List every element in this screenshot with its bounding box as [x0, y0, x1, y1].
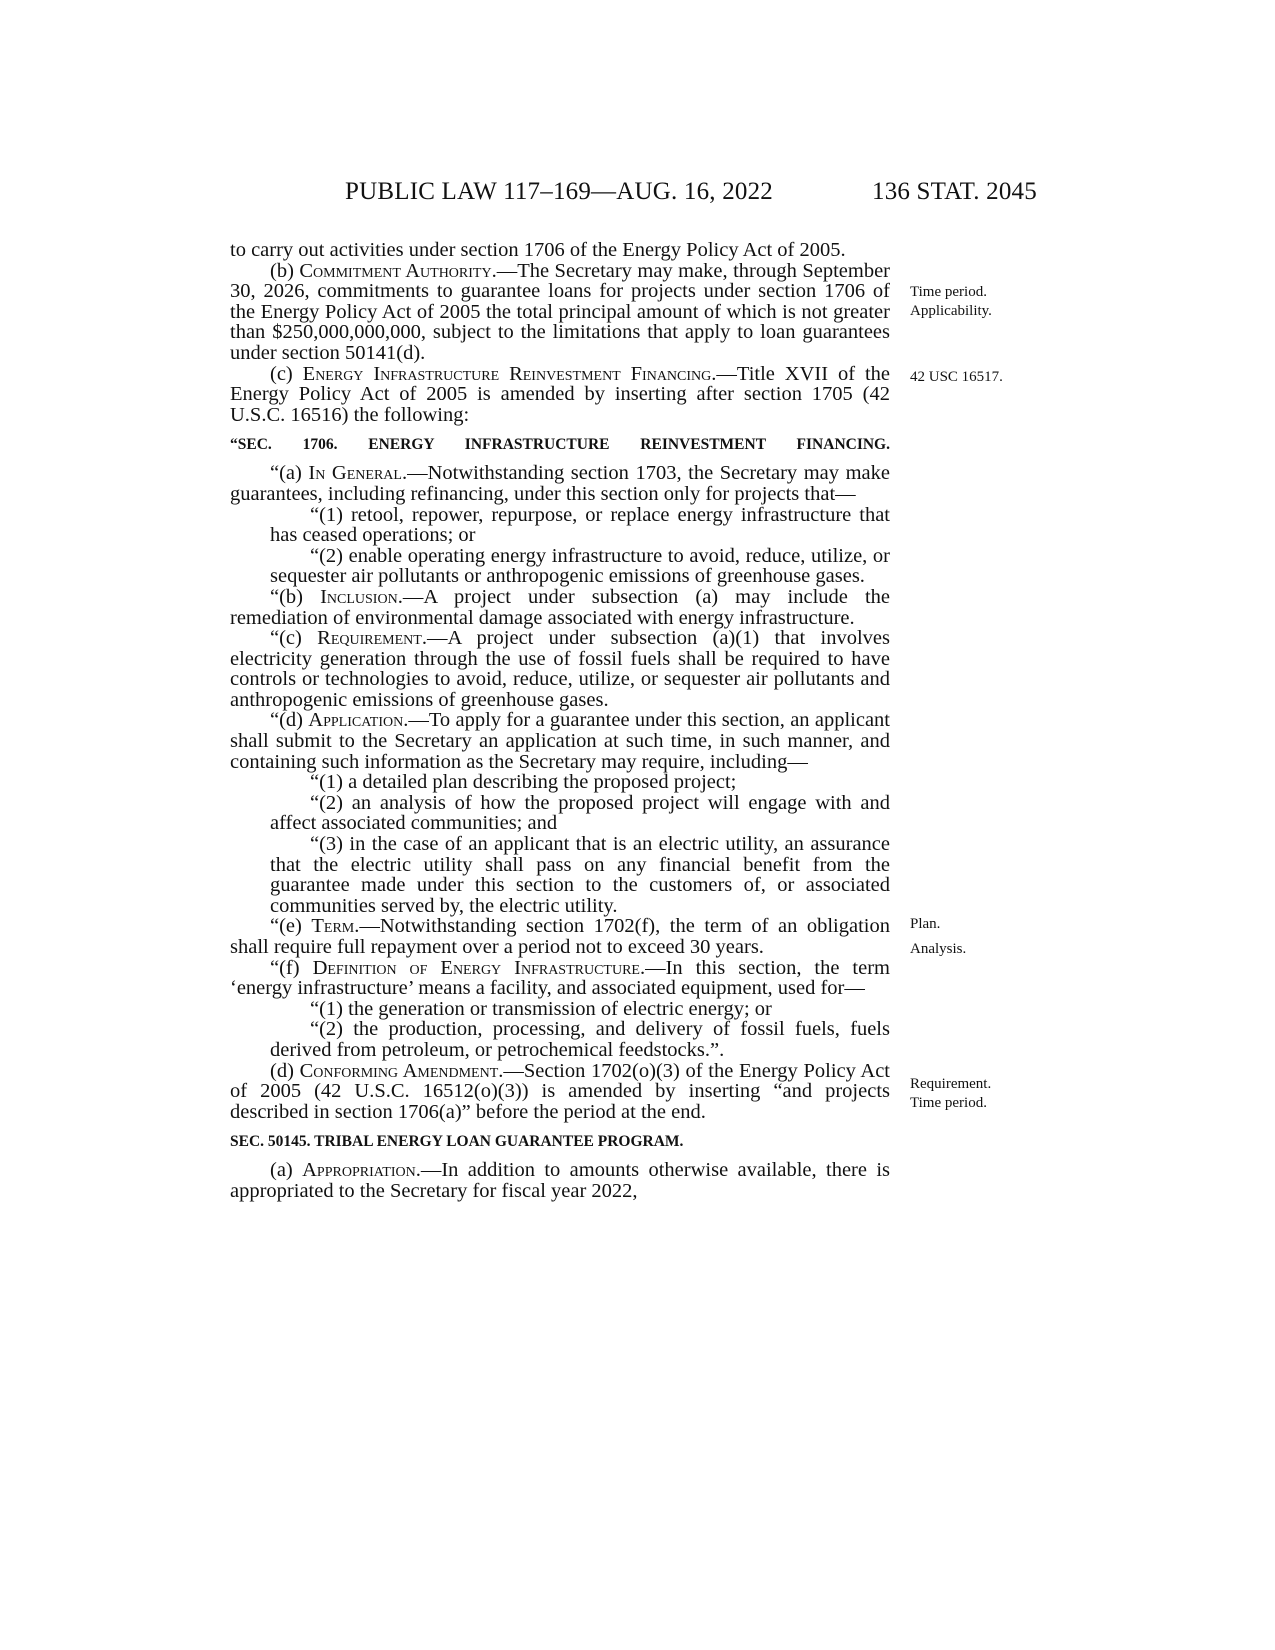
subsection-text: .—Section 1702(o)(3) of the Energy Policy Act of 2005 (42 U.S.C. 16512(o)(3)) is amended by inserting “and projects described in section 1706(a)” before the period at the end. — [230, 1059, 891, 1123]
margin-note-line: Analysis. — [910, 941, 967, 957]
subsection-lead: “(c) — [270, 627, 318, 650]
subsection-a-appropriation — [230, 1160, 890, 1201]
subsection-heading: Application — [308, 709, 404, 732]
margin-note-line: 42 USC 16517. — [910, 369, 1003, 385]
subsection-b-commitment-authority — [230, 261, 890, 364]
subsection-d-application — [230, 710, 890, 772]
subsection-b-inclusion — [230, 587, 890, 628]
margin-note-usc-citation — [910, 368, 1003, 387]
margin-note-line: Time period. — [910, 284, 987, 300]
subsection-lead: (a) — [270, 1159, 303, 1182]
subsection-lead: “(e) — [270, 915, 312, 938]
subsection-e-term — [230, 916, 890, 957]
subsection-heading: Commitment Authority — [299, 259, 492, 282]
subsection-c-reinvestment-financing — [230, 364, 890, 426]
subsection-heading: Appropriation — [302, 1159, 416, 1182]
margin-note-requirement-time-period — [910, 1075, 991, 1113]
subsection-text: .—A project under subsection (a) may include the remediation of environmental damage associated with energy infrastructure. — [230, 585, 890, 629]
subsection-lead: “(a) — [270, 462, 309, 485]
margin-note-line: Requirement. — [910, 1076, 992, 1092]
subsection-text: .—The Secretary may make, through September 30, 2026, commitments to guarantee loans for projects under section 1706 of the Energy Policy Act of 2005 the total principal amount of which is not greater than $250,000,000,000, subject to the limitations that apply to loan guarantees under section 50141(d). — [230, 259, 890, 364]
subsection-d-conforming-amendment — [230, 1061, 890, 1123]
margin-note-line: Applicability. — [910, 303, 992, 319]
running-header-stat-page: 136 STAT. 2045 — [872, 178, 1037, 205]
subsection-lead: (d) — [270, 1059, 300, 1082]
body-text — [230, 240, 890, 1202]
subsection-text: .—Notwithstanding section 1702(f), the term of an obligation shall require full repayment over a period not to exceed 30 years. — [230, 915, 890, 958]
subsection-c-requirement — [230, 628, 890, 710]
subsection-lead: (c) — [270, 362, 303, 385]
margin-note-plan-analysis — [910, 915, 966, 959]
subsection-text: .—In addition to amounts otherwise available, there is appropriated to the Secretary for fiscal year 2022, — [230, 1159, 890, 1202]
subsection-heading: Energy Infrastructure Reinvestment Financing — [302, 362, 712, 385]
subsection-heading: In General — [308, 462, 402, 485]
paragraph-f2: “(2) the production, processing, and delivery of fossil fuels, fuels derived from petroleum, or petrochemical feedstocks.”. — [270, 1018, 890, 1061]
section-50145-heading: SEC. 50145. TRIBAL ENERGY LOAN GUARANTEE PROGRAM. — [230, 1133, 684, 1151]
subsection-text: .—A project under subsection (a)(1) that involves electricity generation through the use of fossil fuels shall be required to have controls or technologies to avoid, reduce, utilize, or sequester air pollutants and anthropogenic emissions of greenhouse gases. — [230, 627, 890, 711]
paragraph-d2: “(2) an analysis of how the proposed project will engage with and affect associated communities; and — [270, 791, 890, 835]
paragraph-a2: “(2) enable operating energy infrastructure to avoid, reduce, utilize, or sequester air pollutants or anthropogenic emissions of greenhouse gases. — [270, 544, 890, 588]
subsection-text: .—In this section, the term ‘energy infrastructure’ means a facility, and associated equipment, used for— — [230, 956, 890, 1000]
paragraph-continuation: to carry out activities under section 1706 of the Energy Policy Act of 2005. — [230, 239, 846, 261]
subsection-heading: Term — [311, 915, 355, 938]
paragraph-a1: “(1) retool, repower, repurpose, or replace energy infrastructure that has ceased operations; or — [270, 503, 890, 547]
margin-note-time-period-applicability — [910, 283, 992, 321]
running-header-title: PUBLIC LAW 117–169—AUG. 16, 2022 — [345, 178, 774, 205]
subsection-lead: “(b) — [270, 585, 321, 608]
subsection-heading: Inclusion — [320, 585, 398, 608]
subsection-f-definition — [230, 958, 890, 999]
paragraph-d3: “(3) in the case of an applicant that is an electric utility, an assurance that the electric utility shall pass on any financial benefit from the guarantee made under this section to the customers of, or associated communities served by, the electric utility. — [270, 833, 890, 917]
paragraph-d1: “(1) a detailed plan describing the proposed project; — [310, 771, 737, 794]
subsection-lead: “(f) — [270, 956, 313, 979]
subsection-text: .—Notwithstanding section 1703, the Secretary may make guarantees, including refinancing, under this section only for projects that— — [230, 462, 890, 505]
subsection-lead: “(d) — [270, 709, 309, 732]
margin-note-line: Plan. — [910, 916, 941, 932]
paragraph-f1: “(1) the generation or transmission of electric energy; or — [310, 997, 772, 1020]
subsection-lead: (b) — [270, 259, 300, 282]
subsection-text: .—Title XVII of the Energy Policy Act of 2005 is amended by inserting after section 1705 (42 U.S.C. 16516) the following: — [230, 362, 890, 426]
margin-note-line: Time period. — [910, 1095, 987, 1111]
subsection-heading: Definition of Energy Infrastructure — [312, 956, 640, 979]
subsection-heading: Requirement — [317, 627, 422, 650]
subsection-heading: Conforming Amendment — [299, 1059, 499, 1082]
section-1706-heading: “SEC. 1706. ENERGY INFRASTRUCTURE REINVESTMENT FINANCING. — [230, 436, 890, 454]
subsection-a-in-general — [230, 463, 890, 504]
subsection-text: .—To apply for a guarantee under this section, an applicant shall submit to the Secretary an application at such time, in such manner, and containing such information as the Secretary may require, including— — [230, 709, 890, 773]
